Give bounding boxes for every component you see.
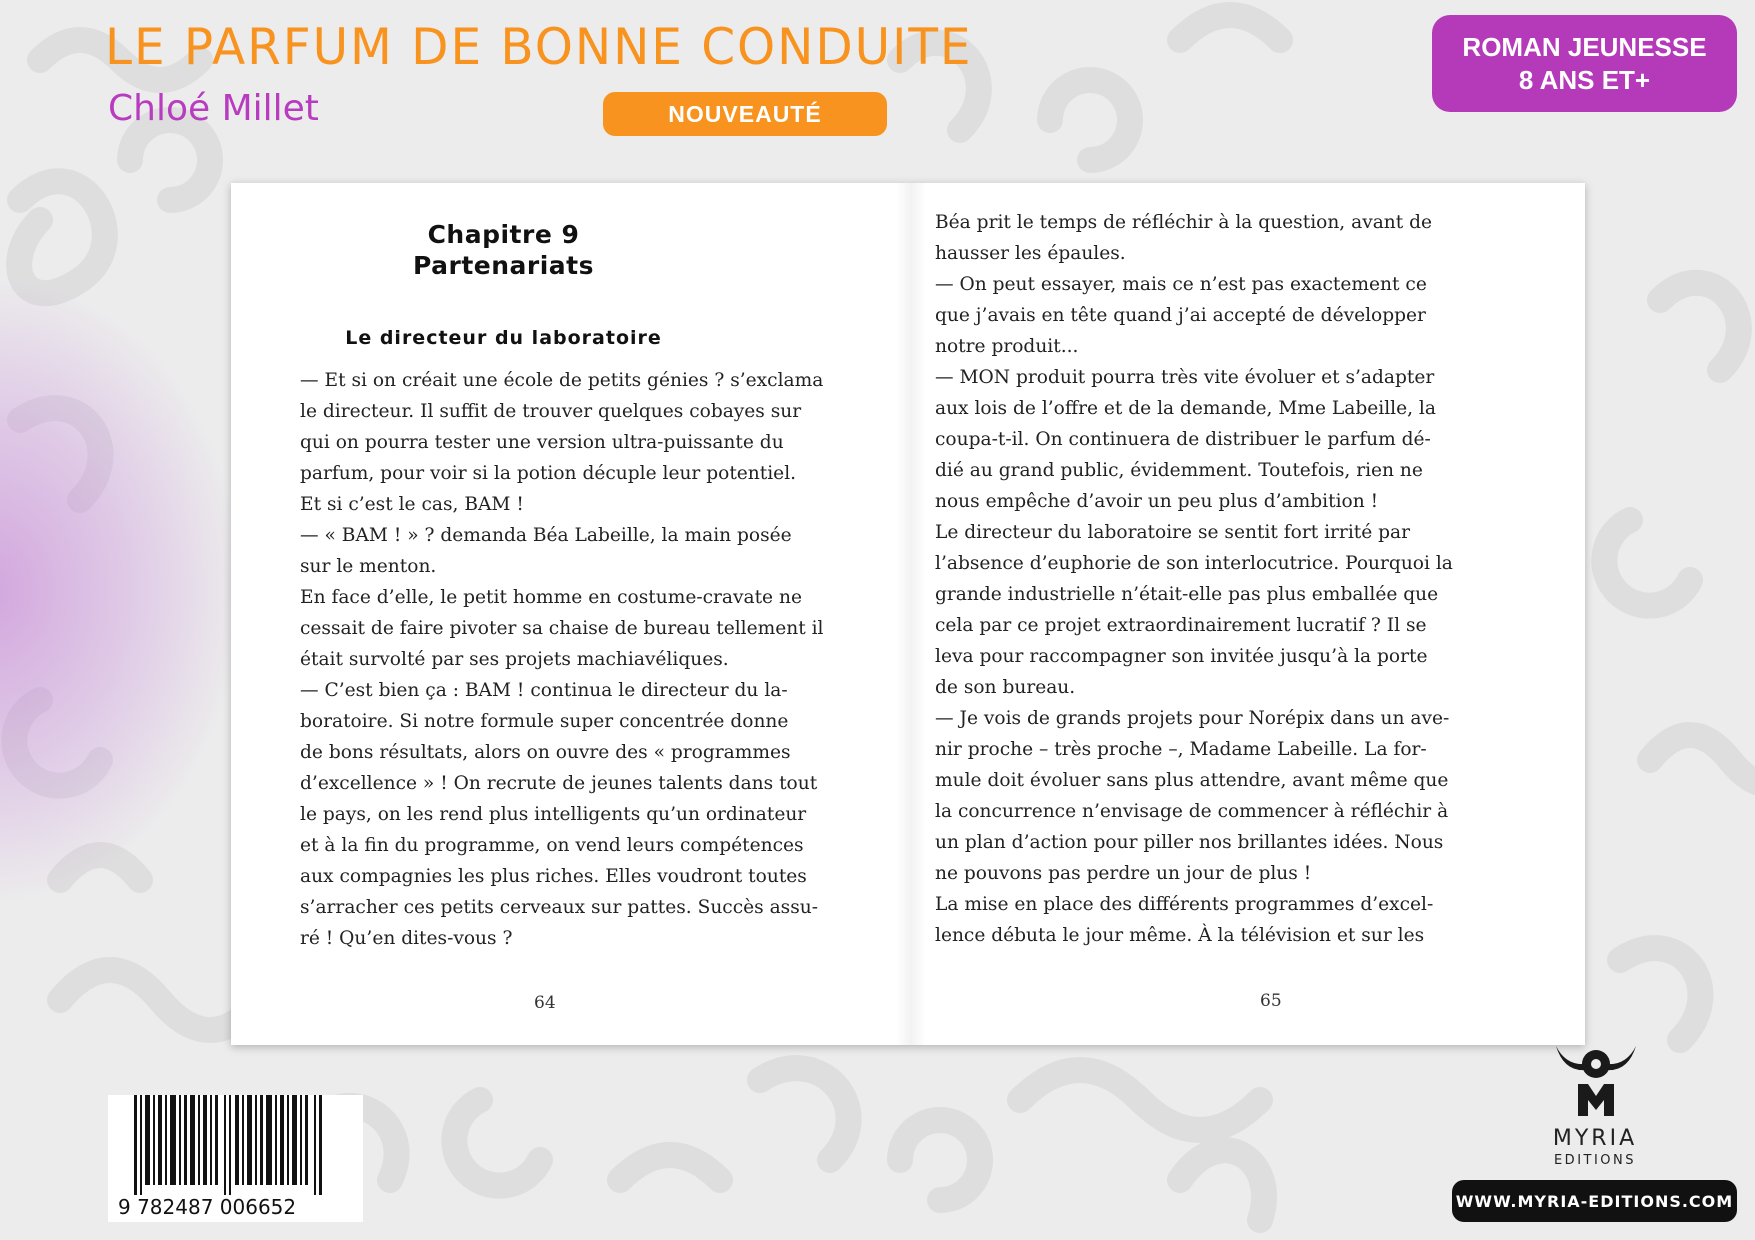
text-line: était survolté par ses projets machiavéliques. <box>300 649 729 670</box>
text-line: En face d’elle, le petit homme en costume-cravate ne <box>300 587 802 608</box>
text-line: — Je vois de grands projets pour Norépix dans un ave- <box>935 708 1450 729</box>
book-title: LE PARFUM DE BONNE CONDUITE <box>105 18 973 76</box>
text-line: de son bureau. <box>935 677 1076 698</box>
text-line: cela par ce projet extraordinairement lucratif ? Il se <box>935 615 1427 636</box>
author-name: Chloé Millet <box>108 88 319 129</box>
text-line: leva pour raccompagner son invitée jusqu’à la porte <box>935 646 1428 667</box>
text-line: aux lois de l’offre et de la demande, Mme Labeille, la <box>935 398 1436 419</box>
text-line: qui on pourra tester une version ultra-puissante du <box>300 432 784 453</box>
text-line: ré ! Qu’en dites-vous ? <box>300 928 513 949</box>
publisher-name: MYRIA <box>1552 1126 1638 1151</box>
chapter-number: Chapitre 9 <box>427 220 580 249</box>
text-line: grande industrielle n’était-elle pas plus emballée que <box>935 584 1439 605</box>
open-book-spread <box>231 183 1585 1045</box>
website-link[interactable]: WWW.MYRIA-EDITIONS.COM <box>1452 1180 1737 1222</box>
text-line: ne pouvons pas perdre un jour de plus ! <box>935 863 1312 884</box>
text-line: Béa prit le temps de réfléchir à la question, avant de <box>935 212 1433 233</box>
text-line: sur le menton. <box>300 556 437 577</box>
text-line: le pays, on les rend plus intelligents qu’un ordinateur <box>300 804 807 825</box>
right-page-text <box>935 207 1453 951</box>
text-line: — C’est bien ça : BAM ! continua le directeur du la- <box>300 680 788 701</box>
text-line: un plan d’action pour piller nos brillantes idées. Nous <box>935 832 1444 853</box>
text-line: le directeur. Il suffit de trouver quelques cobayes sur <box>300 401 802 422</box>
chapter-heading <box>231 219 776 281</box>
text-line: l’absence d’euphorie de son interlocutrice. Pourquoi la <box>935 553 1453 574</box>
barcode-bars-icon <box>132 1095 342 1195</box>
text-line: que j’avais en tête quand j’ai accepté de développer <box>935 305 1426 326</box>
text-line: La mise en place des différents programmes d’excel- <box>935 894 1434 915</box>
chapter-title: Partenariats <box>412 251 595 280</box>
text-line: et à la fin du programme, on vend leurs compétences <box>300 835 804 856</box>
text-line: — Et si on créait une école de petits génies ? s’exclama <box>300 370 824 391</box>
text-line: d’excellence » ! On recrute de jeunes talents dans tout <box>300 773 818 794</box>
text-line: — MON produit pourra très vite évoluer et s’adapter <box>935 367 1435 388</box>
publisher-subtitle: EDITIONS <box>1553 1153 1637 1168</box>
right-page <box>908 183 1585 1045</box>
text-line: notre produit... <box>935 336 1079 357</box>
text-line: s’arracher ces petits cerveaux sur pattes. Succès assu- <box>300 897 819 918</box>
text-line: nir proche – très proche –, Madame Labeille. La for- <box>935 739 1427 760</box>
text-line: dié au grand public, évidemment. Toutefois, rien ne <box>935 460 1423 481</box>
text-line: cessait de faire pivoter sa chaise de bureau tellement il <box>300 618 824 639</box>
text-line: parfum, pour voir si la potion décuple leur potentiel. <box>300 463 797 484</box>
text-line: — « BAM ! » ? demanda Béa Labeille, la main posée <box>300 525 792 546</box>
barcode-digits: 9 782487 006652 <box>118 1195 297 1219</box>
text-line: lence débuta le jour même. À la télévision et sur les <box>935 925 1425 946</box>
myria-bull-logo-icon <box>1548 1038 1644 1118</box>
text-line: aux compagnies les plus riches. Elles voudront toutes <box>300 866 807 887</box>
text-line: coupa-t-il. On continuera de distribuer le parfum dé- <box>935 429 1431 450</box>
text-line: boratoire. Si notre formule super concentrée donne <box>300 711 789 732</box>
text-line: nous empêche d’avoir un peu plus d’ambition ! <box>935 491 1379 512</box>
genre-label: ROMAN JEUNESSE <box>1462 31 1707 62</box>
genre-badge <box>1432 15 1737 112</box>
text-line: — On peut essayer, mais ce n’est pas exactement ce <box>935 274 1427 295</box>
text-line: de bons résultats, alors on ouvre des « programmes <box>300 742 791 763</box>
text-line: Le directeur du laboratoire se sentit fort irrité par <box>935 522 1411 543</box>
text-line: Et si c’est le cas, BAM ! <box>300 494 524 515</box>
text-line: hausser les épaules. <box>935 243 1126 264</box>
section-title: Le directeur du laboratoire <box>345 327 662 349</box>
new-release-badge: NOUVEAUTÉ <box>603 92 887 136</box>
left-page-text <box>300 365 824 954</box>
page-number-right: 65 <box>1260 991 1282 1011</box>
left-page <box>231 183 908 1045</box>
isbn-barcode <box>108 1095 363 1222</box>
text-line: mule doit évoluer sans plus attendre, avant même que <box>935 770 1449 791</box>
page-number-left: 64 <box>534 993 556 1013</box>
text-line: la concurrence n’envisage de commencer à réfléchir à <box>935 801 1449 822</box>
age-label: 8 ANS ET+ <box>1518 64 1651 95</box>
